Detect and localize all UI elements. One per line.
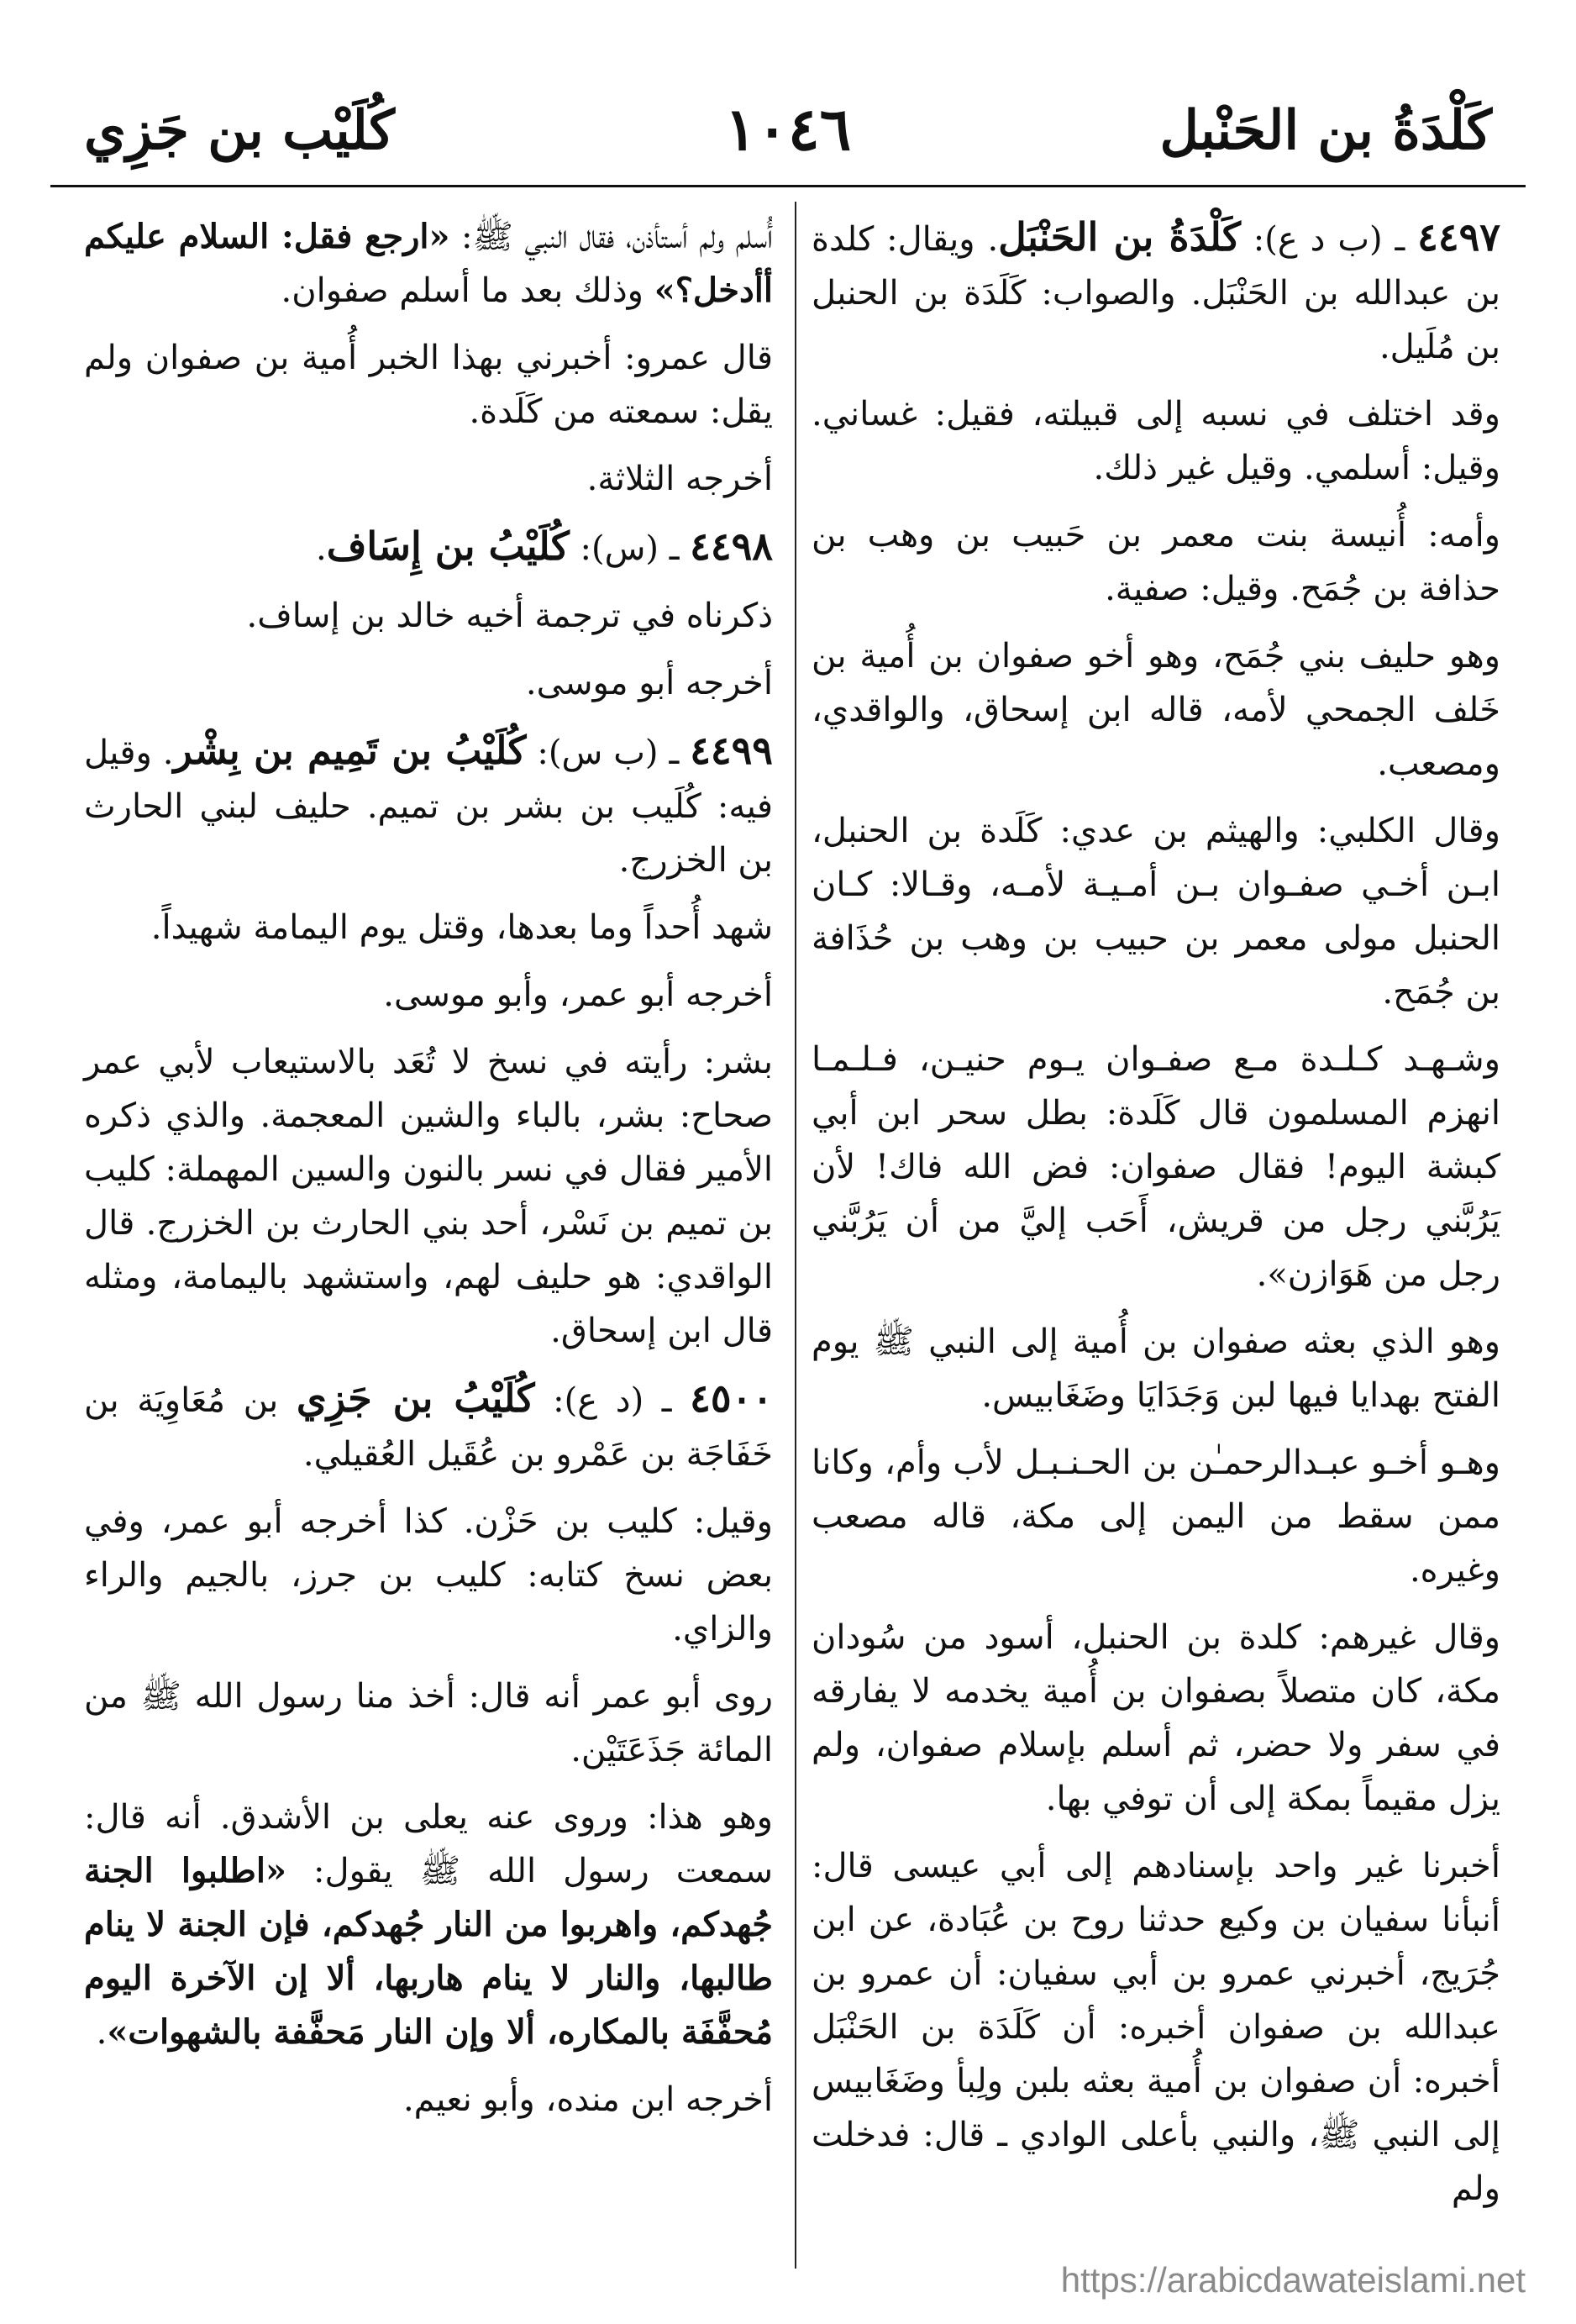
entry-name: كُلَيْبُ بن تَمِيم بن بِشْر <box>173 728 527 773</box>
column-divider <box>795 202 796 2269</box>
entry-text: . <box>316 529 327 568</box>
page-header <box>50 84 1526 187</box>
paragraph: أخرجه الثلاثة. <box>586 460 773 498</box>
header-left-title: كُلَيْب بن جَزِي <box>84 99 395 162</box>
paragraph <box>84 210 773 318</box>
entry-name: كُلَيْبُ بن إِسَاف <box>326 523 570 569</box>
page-number: ١٠٤٦ <box>724 94 852 164</box>
paragraph: وهو الذي بعثه صفوان بن أُمية إلى النبي ﷺ يوم الفتح بهدايا فيها لبن وَجَدَايَا وضَغَابيس. <box>812 1322 1500 1415</box>
entry-name: كَلْدَةُ بن الحَنْبَل <box>998 214 1241 260</box>
paragraph <box>84 1790 773 2059</box>
entry-number: ٤٤٩٩ <box>690 728 774 773</box>
header-right-title: كَلْدَةُ بن الحَنْبل <box>1159 99 1492 162</box>
entry-source-code: ـ (ب د ع): <box>1240 220 1418 259</box>
entry-source-code: ـ (ب س): <box>526 733 691 772</box>
paragraph: روى أبو عمر أنه قال: أخذ منا رسول الله ﷺ من المائة جَذَعَتَيْن. <box>84 1677 773 1769</box>
entry-text: . ويقال: كلدة بن عبدالله بن الحَنْبَل. والصواب: كَلَدَة بن الحنبل بن مُلَيل. <box>812 220 1500 366</box>
paragraph-text: أُسلم ولم أستأذن، فقال النبي ﷺ: <box>449 218 773 256</box>
entry-name: كُلَيْبُ بن جَزِي <box>296 1375 535 1421</box>
biography-entry <box>84 1371 773 1481</box>
biography-entry <box>84 723 773 887</box>
paragraph: وشـهـد كـلـدة مـع صفـوان يـوم حنيـن، فـلـمـا انهزم المسلمون قال كَلَدة: بطل سحر ابن أبي كبشة اليوم! فقال صفوان: فض الله فاك! لأن يَرُبَّني رجل من قريش، أَحَب إليَّ من أن يَرُبَّني رجل من هَوَازن». <box>812 1040 1500 1294</box>
entry-text: . وقيل فيه: كُلَيب بن بشر بن تميم. حليف لبني الحارث بن الخزرج. <box>84 733 773 880</box>
paragraph: وقال غيرهم: كلدة بن الحنبل، أسود من سُودان مكة، كان متصلاً بصفوان بن أُمية يخدمه لا يفارقه في سفر ولا حضر، ثم أسلم بإسلام صفوان، ولم يزل مقيماً بمكة إلى أن توفي بها. <box>812 1618 1500 1818</box>
paragraph: وهو حليف بني جُمَح، وهو أخو صفوان بن أُمية بن خَلف الجمحي لأمه، قاله ابن إسحاق، والواقدي، ومصعب. <box>812 637 1500 783</box>
paragraph: بشر: رأيته في نسخ لا تُعَد بالاستيعاب لأبي عمر صحاح: بشر، بالباء والشين المعجمة. والذي ذكره الأمير فقال في نسر بالنون والسين المهملة: كليب بن تميم بن نَسْر، أحد بني الحارث بن الخزرج. قال الواقدي: هو حليف لهم، واستشهد باليمامة، ومثله قال ابن إسحاق. <box>84 1043 773 1350</box>
left-column <box>84 210 773 2140</box>
paragraph-text: . <box>96 2013 108 2052</box>
entry-source-code: ـ (د ع): <box>534 1381 691 1420</box>
right-column <box>812 210 1500 2229</box>
paragraph: شهد أُحداً وما بعدها، وقتل يوم اليمامة شهيداً. <box>150 908 773 947</box>
biography-entry <box>812 210 1500 374</box>
paragraph: وهـو أخـو عبـدالرحمـٰن بن الحـنـبـل لأب وأم، وكانا ممن سقط من اليمن إلى مكة، قاله مصعب وغيره. <box>812 1443 1500 1590</box>
paragraph-text: وهو هذا: وروى عنه يعلى بن الأشدق. أنه قال: سمعت رسول الله ﷺ يقول: <box>84 1798 773 1890</box>
paragraph: أخبرنا غير واحد بإسنادهم إلى أبي عيسى قال: أنبأنا سفيان بن وكيع حدثنا روح بن عُبَادة، عن ابن جُرَيج، أخبرني عمرو بن أبي سفيان: أن عمرو بن عبدالله بن صفوان أخبره: أن كَلَدَة بن الحَنْبَل أخبره: أن صفوان بن أُمية بعثه بلبن ولِبأ وضَغَابيس إلى النبي ﷺ، والنبي بأعلى الوادي ـ قال: فدخلت ولم <box>812 1847 1500 2208</box>
hadith-quote: «اطلبوا الجنة جُهدكم، واهربوا من النار جُهدكم، فإن الجنة لا ينام طالبها، والنار لا ينام هاربها، ألا إن الآخرة اليوم مُحفَّفَة بالمكاره، ألا وإن النار مَحفَّفة بالشهوات» <box>84 1851 773 2052</box>
hadith-quote: «ارجع فقل: السلام عليكم أأدخل؟» <box>84 217 773 310</box>
biography-entry <box>84 519 773 576</box>
paragraph: أخرجه أبو موسى. <box>525 664 773 702</box>
paragraph: قال عمرو: أخبرني بهذا الخبر أُمية بن صفوان ولم يقل: سمعته من كَلَدة. <box>84 339 773 431</box>
entry-source-code: ـ (س): <box>569 529 691 568</box>
entry-number: ٤٤٩٨ <box>690 523 773 569</box>
paragraph: وأمه: أُنيسة بنت معمر بن حَبيب بن وهب بن حذافة بن جُمَح. وقيل: صفية. <box>812 516 1500 608</box>
book-page <box>50 84 1526 2269</box>
paragraph-text: وذلك بعد ما أسلم صفوان. <box>281 271 654 310</box>
entry-text: بن مُعَاوِيَة بن خَفَاجَة بن عَمْرو بن عُقَيل العُقيلي. <box>84 1381 773 1474</box>
paragraph: وقيل: كليب بن حَزْن. كذا أخرجه أبو عمر، وفي بعض نسخ كتابه: كليب بن جرز، بالجيم والراء والزاي. <box>84 1502 773 1648</box>
paragraph: أخرجه ابن منده، وأبو نعيم. <box>402 2080 773 2119</box>
paragraph: أخرجه أبو عمر، وأبو موسى. <box>383 975 773 1014</box>
paragraph: وقال الكلبي: والهيثم بن عدي: كَلَدة بن الحنبل، ابـن أخـي صفـوان بـن أمـيـة لأمـه، وقـالا: كـان الحنبل مولى معمر بن حبيب بن وهب بن حُذَافة بن جُمَح. <box>812 812 1500 1012</box>
entry-number: ٤٥٠٠ <box>690 1375 773 1421</box>
paragraph: ذكرناه في ترجمة أخيه خالد بن إساف. <box>246 597 773 635</box>
paragraph: وقد اختلف في نسبه إلى قبيلته، فقيل: غساني. وقيل: أسلمي. وقيل غير ذلك. <box>812 395 1500 487</box>
watermark-url: https://arabicdawateislami.net <box>1060 2260 1526 2300</box>
entry-number: ٤٤٩٧ <box>1417 214 1500 260</box>
